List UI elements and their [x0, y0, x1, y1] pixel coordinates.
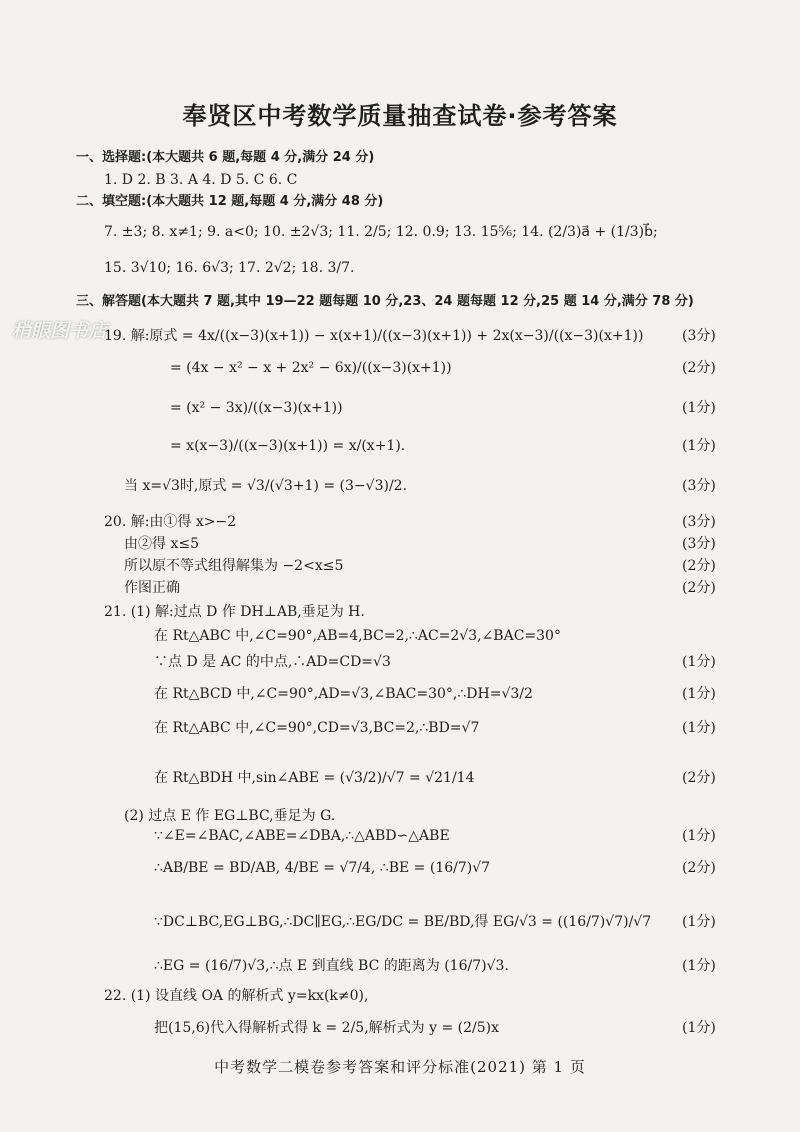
answer-line-a3: 15. 3√10; 16. 6√3; 17. 2√2; 18. 3/7. — [104, 260, 355, 276]
score-p13: (2分) — [682, 770, 716, 786]
answer-line-a2: 7. ±3; 8. x≠1; 9. a<0; 10. ±2√3; 11. 2/5; 12. 0.9; 13. 15⅚; 14. (2/3)a⃗ + (1/3)b⃗; — [104, 224, 658, 240]
answer-line-q19e: 当 x=√3时,原式 = √3/(√3+1) = (3−√3)/2. — [124, 478, 408, 494]
page-footer: 中考数学二模卷参考答案和评分标准(2021) 第 1 页 — [214, 1058, 586, 1076]
score-p1: (3分) — [682, 328, 716, 344]
score-p7: (3分) — [682, 536, 716, 552]
answer-line-q22a: 22. (1) 设直线 OA 的解析式 y=kx(k≠0), — [104, 988, 369, 1004]
score-p8: (2分) — [682, 558, 716, 574]
score-p10: (1分) — [682, 654, 716, 670]
score-p6: (3分) — [682, 514, 716, 530]
answer-line-s1: 一、选择题:(本大题共 6 题,每题 4 分,满分 24 分) — [76, 150, 375, 165]
score-p12: (1分) — [682, 720, 716, 736]
answer-line-s3: 三、解答题(本大题共 7 题,其中 19—22 题每题 10 分,23、24 题每题 12 分,25 题 14 分,满分 78 分) — [76, 294, 694, 309]
answer-line-q20c: 所以原不等式组得解集为 −2<x≤5 — [124, 558, 344, 574]
answer-line-q21e: 在 Rt△ABC 中,∠C=90°,CD=√3,BC=2,∴BD=√7 — [154, 720, 480, 736]
answer-line-q21f: 在 Rt△BDH 中,sin∠ABE = (√3/2)/√7 = √21/14 — [154, 770, 475, 786]
answer-line-q19c: = (x² − 3x)/((x−3)(x+1)) — [170, 400, 343, 416]
answer-line-q22b: 把(15,6)代入得解析式得 k = 2/5,解析式为 y = (2/5)x — [154, 1020, 499, 1036]
score-p9: (2分) — [682, 580, 716, 596]
answer-line-q21i: ∴AB/BE = BD/AB, 4/BE = √7/4, ∴BE = (16/7)√7 — [154, 860, 491, 876]
watermark: 稍眼图书店 — [12, 320, 108, 342]
answer-line-q21k: ∴EG = (16/7)√3,∴点 E 到直线 BC 的距离为 (16/7)√3. — [154, 958, 509, 974]
answer-line-q20d: 作图正确 — [124, 580, 180, 596]
score-p11: (1分) — [682, 686, 716, 702]
score-p5: (3分) — [682, 478, 716, 494]
answer-line-q21b: 在 Rt△ABC 中,∠C=90°,AB=4,BC=2,∴AC=2√3,∠BAC=30° — [154, 628, 561, 644]
answer-line-q19a: 19. 解:原式 = 4x/((x−3)(x+1)) − x(x+1)/((x−3)(x+1)) + 2x(x−3)/((x−3)(x+1)) — [104, 328, 644, 344]
answer-line-q20a: 20. 解:由①得 x>−2 — [104, 514, 237, 530]
answer-line-q21g: (2) 过点 E 作 EG⊥BC,垂足为 G. — [124, 808, 336, 824]
answer-line-q21h: ∵∠E=∠BAC,∠ABE=∠DBA,∴△ABD∽△ABE — [154, 828, 450, 844]
score-p14: (1分) — [682, 828, 716, 844]
answer-line-q19d: = x(x−3)/((x−3)(x+1)) = x/(x+1). — [170, 438, 406, 454]
page-title: 奉贤区中考数学质量抽查试卷·参考答案 — [182, 102, 618, 130]
score-p16: (1分) — [682, 914, 716, 930]
score-p3: (1分) — [682, 400, 716, 416]
answer-line-s2: 二、填空题:(本大题共 12 题,每题 4 分,满分 48 分) — [76, 194, 384, 209]
score-p17: (1分) — [682, 958, 716, 974]
answer-line-q21c: ∵点 D 是 AC 的中点,∴AD=CD=√3 — [154, 654, 391, 670]
score-p2: (2分) — [682, 360, 716, 376]
score-p4: (1分) — [682, 438, 716, 454]
answer-line-q21j: ∵DC⊥BC,EG⊥BG,∴DC∥EG,∴EG/DC = BE/BD,得 EG/√3 = ((16/7)√7)/√7 — [154, 914, 652, 930]
answer-line-q21d: 在 Rt△BCD 中,∠C=90°,AD=√3,∠BAC=30°,∴DH=√3/2 — [154, 686, 533, 702]
answer-line-a1: 1. D 2. B 3. A 4. D 5. C 6. C — [104, 172, 298, 188]
answer-line-q21a: 21. (1) 解:过点 D 作 DH⊥AB,垂足为 H. — [104, 604, 365, 620]
score-p18: (1分) — [682, 1020, 716, 1036]
answer-line-q19b: = (4x − x² − x + 2x² − 6x)/((x−3)(x+1)) — [170, 360, 452, 376]
answer-line-q20b: 由②得 x≤5 — [124, 536, 199, 552]
score-p15: (2分) — [682, 860, 716, 876]
